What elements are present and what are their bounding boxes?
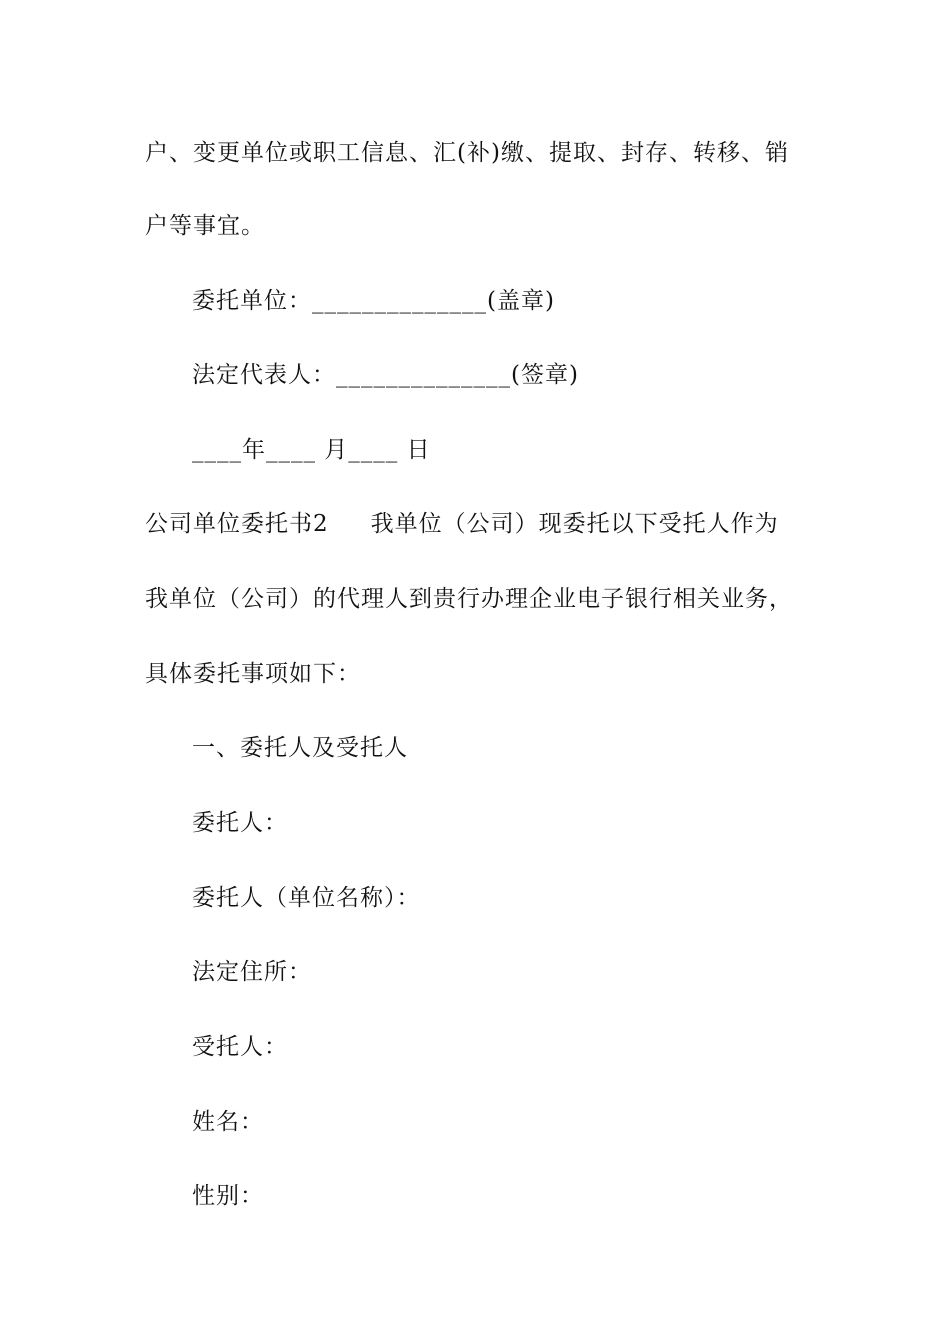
field-label: 姓名： — [192, 1109, 264, 1135]
legal-representative-line: 法定代表人：______________(签章) — [192, 362, 579, 388]
section-heading-line — [145, 509, 779, 539]
subheading-line: 一、委托人及受托人 — [192, 735, 408, 761]
field-label: 受托人： — [192, 1034, 288, 1060]
field-label: 委托人： — [192, 810, 288, 836]
field-label: 委托人（单位名称）： — [192, 885, 421, 911]
paragraph-line: 我单位（公司）的代理人到贵行办理企业电子银行相关业务， — [145, 586, 793, 612]
date-line: ____年____ 月____ 日 — [192, 437, 431, 463]
paragraph-line: 具体委托事项如下： — [145, 661, 361, 687]
field-label: 法定住所： — [192, 959, 312, 985]
paragraph-line: 户、变更单位或职工信息、汇(补)缴、提取、封存、转移、销 — [145, 140, 789, 166]
paragraph-line: 户等事宜。 — [145, 213, 265, 239]
entrusting-unit-line: 委托单位：______________(盖章) — [192, 288, 555, 314]
field-label: 性别： — [192, 1183, 264, 1209]
paragraph-text: 我单位（公司）现委托以下受托人作为 — [370, 511, 779, 537]
section-title: 公司单位委托书2 — [145, 511, 329, 537]
